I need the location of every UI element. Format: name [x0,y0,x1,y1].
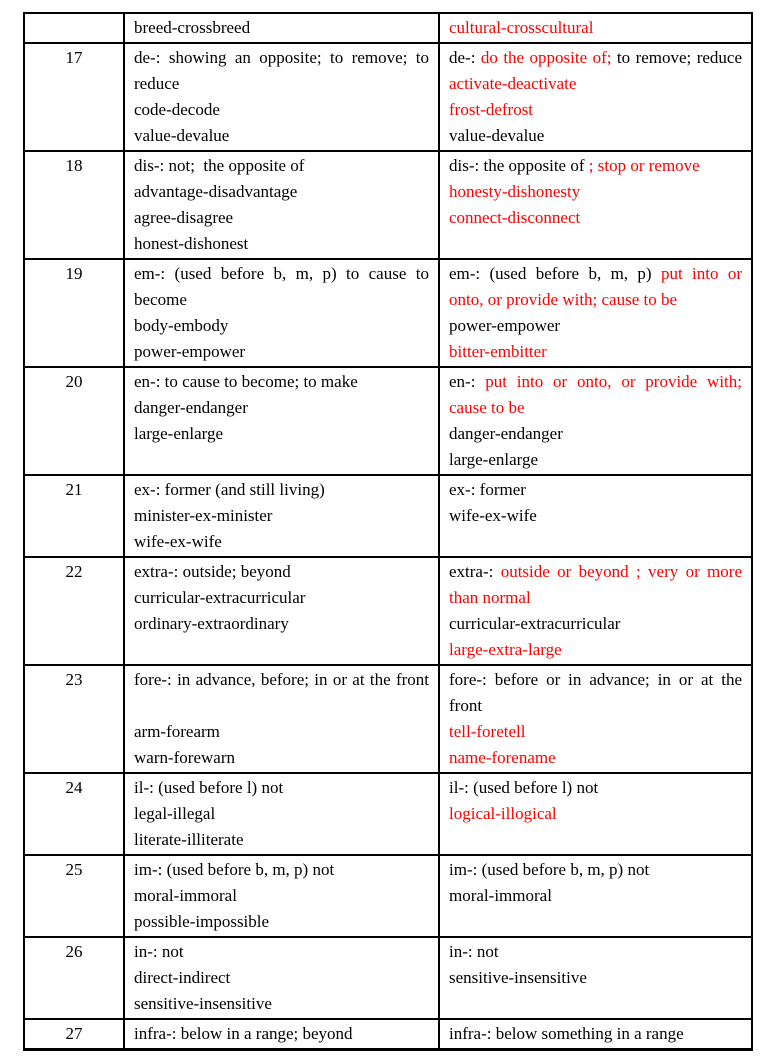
right-definition-cell [439,1019,752,1050]
text-line [134,1021,429,1047]
text-segment: moral-immoral [134,886,237,905]
text-line [449,447,742,473]
prefix-table-body [24,13,752,1050]
text-segment: agree-disagree [134,208,234,227]
row-number-cell [24,13,124,43]
table-row [24,367,752,475]
text-line [449,97,742,123]
text-segment: to remove; reduce [611,48,743,67]
text-segment: arm-forearm [134,722,220,741]
text-line [449,559,742,585]
text-line [449,313,742,339]
text-segment: warn-forewarn [134,748,235,767]
text-segment: fore-: in advance, before; in or at the front [134,670,429,689]
highlighted-text-segment: name-forename [449,748,556,767]
text-line [134,205,429,231]
right-definition-cell [439,557,752,665]
text-line [134,857,429,883]
row-number-cell: 24 [24,773,124,855]
text-line [449,71,742,97]
highlighted-text-segment: bitter-embitter [449,342,547,361]
text-segment: en-: [449,372,486,391]
text-segment: direct-indirect [134,968,231,987]
text-segment: fore-: before or in advance; in or at the [449,670,742,689]
text-segment: em-: (used before b, m, p) to cause to [134,264,429,283]
text-line [449,205,742,231]
highlighted-text-segment: honesty-dishonesty [449,182,581,201]
left-definition-cell [124,773,439,855]
text-line [134,45,429,71]
highlighted-text-segment: than normal [449,588,531,607]
text-line [134,827,429,853]
text-line [134,339,429,365]
text-line [449,477,742,503]
text-segment: ordinary-extraordinary [134,614,289,633]
right-definition-cell [439,43,752,151]
text-segment: breed-crossbreed [134,18,251,37]
left-definition-cell [124,259,439,367]
text-segment: in-: not [449,942,499,961]
text-segment: ex-: former (and still living) [134,480,325,499]
left-definition-cell [124,13,439,43]
text-segment: become [134,290,187,309]
text-segment: power-empower [449,316,561,335]
highlighted-text-segment: put into or onto, or provide with; [485,372,742,391]
text-segment: infra-: below something in a range [449,1024,684,1043]
right-definition-cell [439,475,752,557]
text-line [449,503,742,529]
table-row [24,665,752,773]
text-line [134,585,429,611]
text-line [449,339,742,365]
highlighted-text-segment: connect-disconnect [449,208,581,227]
text-line [134,153,429,179]
highlighted-text-segment: large-extra-large [449,640,562,659]
right-definition-cell [439,151,752,259]
right-definition-cell [439,937,752,1019]
left-definition-cell [124,367,439,475]
text-segment: honest-dishonest [134,234,249,253]
text-line [449,153,742,179]
right-definition-cell [439,259,752,367]
table-row [24,43,752,151]
text-segment: possible-impossible [134,912,270,931]
text-line [134,97,429,123]
text-segment: en-: to cause to become; to make [134,372,358,391]
text-line [134,421,429,447]
row-number-cell: 18 [24,151,124,259]
text-line [449,693,742,719]
text-line [449,1021,742,1047]
highlighted-text-segment: activate-deactivate [449,74,577,93]
text-segment: im-: (used before b, m, p) not [449,860,650,879]
text-line [134,801,429,827]
text-line [449,965,742,991]
table-row [24,1019,752,1050]
highlighted-text-segment: do the opposite of; [480,48,612,67]
left-definition-cell [124,1019,439,1050]
text-segment: em-: (used before b, m, p) [449,264,661,283]
text-line [134,231,429,257]
text-segment: large-enlarge [134,424,224,443]
text-line [449,719,742,745]
text-segment: value-devalue [449,126,545,145]
text-segment: dis-: the opposite of [449,156,589,175]
highlighted-text-segment: outside or beyond ; very or more [500,562,742,581]
text-segment: im-: (used before b, m, p) not [134,860,335,879]
table-row [24,151,752,259]
row-number-cell: 25 [24,855,124,937]
text-segment: extra-: [449,562,501,581]
text-line [449,45,742,71]
text-line [449,395,742,421]
text-line [449,939,742,965]
row-number-cell: 27 [24,1019,124,1050]
text-line [449,745,742,771]
text-line [134,909,429,935]
text-segment: de-: [449,48,481,67]
highlighted-text-segment: ; stop or remove [588,156,700,175]
table-row [24,773,752,855]
table-row [24,855,752,937]
text-line [134,965,429,991]
row-number-cell: 19 [24,259,124,367]
text-segment: dis-: not; the opposite of [134,156,305,175]
text-line [134,287,429,313]
left-definition-cell [124,475,439,557]
right-definition-cell [439,773,752,855]
text-segment: moral-immoral [449,886,552,905]
table-row [24,475,752,557]
text-segment: body-embody [134,316,229,335]
text-segment: legal-illegal [134,804,216,823]
text-line [449,637,742,663]
text-segment: front [449,696,483,715]
row-number-cell: 21 [24,475,124,557]
text-line [134,559,429,585]
text-line [449,611,742,637]
text-line [134,883,429,909]
left-definition-cell [124,557,439,665]
text-segment: minister-ex-minister [134,506,273,525]
text-line [134,745,429,771]
text-line [134,693,429,719]
text-line [449,123,742,149]
text-line [449,421,742,447]
text-segment: in-: not [134,942,184,961]
prefix-table [23,12,753,1051]
table-row [24,937,752,1019]
text-line [134,477,429,503]
text-segment: extra-: outside; beyond [134,562,291,581]
text-line [134,313,429,339]
text-line [449,667,742,693]
text-segment: reduce [134,74,180,93]
right-definition-cell [439,665,752,773]
text-segment: danger-endanger [134,398,248,417]
highlighted-text-segment: frost-defrost [449,100,534,119]
text-line [134,667,429,693]
text-line [134,395,429,421]
left-definition-cell [124,665,439,773]
right-definition-cell [439,13,752,43]
text-line [134,719,429,745]
text-line [449,585,742,611]
highlighted-text-segment: logical-illogical [449,804,557,823]
left-definition-cell [124,151,439,259]
text-line [134,15,429,41]
table-row [24,13,752,43]
text-line [134,179,429,205]
text-segment: de-: showing an opposite; to remove; to [134,48,429,67]
row-number-cell: 22 [24,557,124,665]
text-segment: danger-endanger [449,424,563,443]
right-definition-cell [439,855,752,937]
text-line [134,939,429,965]
text-segment: il-: (used before l) not [134,778,284,797]
text-line [134,71,429,97]
text-segment: large-enlarge [449,450,539,469]
text-line [449,369,742,395]
text-segment: wife-ex-wife [134,532,222,551]
left-definition-cell [124,855,439,937]
text-segment: infra-: below in a range; beyond [134,1024,353,1043]
text-segment: wife-ex-wife [449,506,537,525]
text-segment: curricular-extracurricular [134,588,306,607]
text-segment: literate-illiterate [134,830,244,849]
text-line [134,529,429,555]
text-line [449,261,742,287]
highlighted-text-segment: cause to be [449,398,525,417]
table-row [24,557,752,665]
highlighted-text-segment: cultural-crosscultural [449,18,594,37]
text-segment: curricular-extracurricular [449,614,621,633]
text-line [134,991,429,1017]
text-line [134,123,429,149]
text-line [449,883,742,909]
text-segment: power-empower [134,342,246,361]
text-segment: sensitive-insensitive [134,994,272,1013]
text-segment: value-devalue [134,126,230,145]
text-line [449,179,742,205]
text-line [449,801,742,827]
text-line [134,369,429,395]
text-segment: sensitive-insensitive [449,968,587,987]
table-row [24,259,752,367]
text-line [134,261,429,287]
row-number-cell: 23 [24,665,124,773]
left-definition-cell [124,43,439,151]
text-line [449,287,742,313]
text-line [134,775,429,801]
row-number-cell: 20 [24,367,124,475]
text-segment: code-decode [134,100,220,119]
row-number-cell: 26 [24,937,124,1019]
text-segment: ex-: former [449,480,526,499]
text-segment: il-: (used before l) not [449,778,599,797]
highlighted-text-segment: onto, or provide with; cause to be [449,290,678,309]
text-segment: advantage-disadvantage [134,182,298,201]
text-line [449,775,742,801]
row-number-cell: 17 [24,43,124,151]
right-definition-cell [439,367,752,475]
highlighted-text-segment: put into or [660,264,742,283]
left-definition-cell [124,937,439,1019]
text-line [449,15,742,41]
highlighted-text-segment: tell-foretell [449,722,526,741]
text-line [449,857,742,883]
text-line [134,611,429,637]
text-line [134,503,429,529]
